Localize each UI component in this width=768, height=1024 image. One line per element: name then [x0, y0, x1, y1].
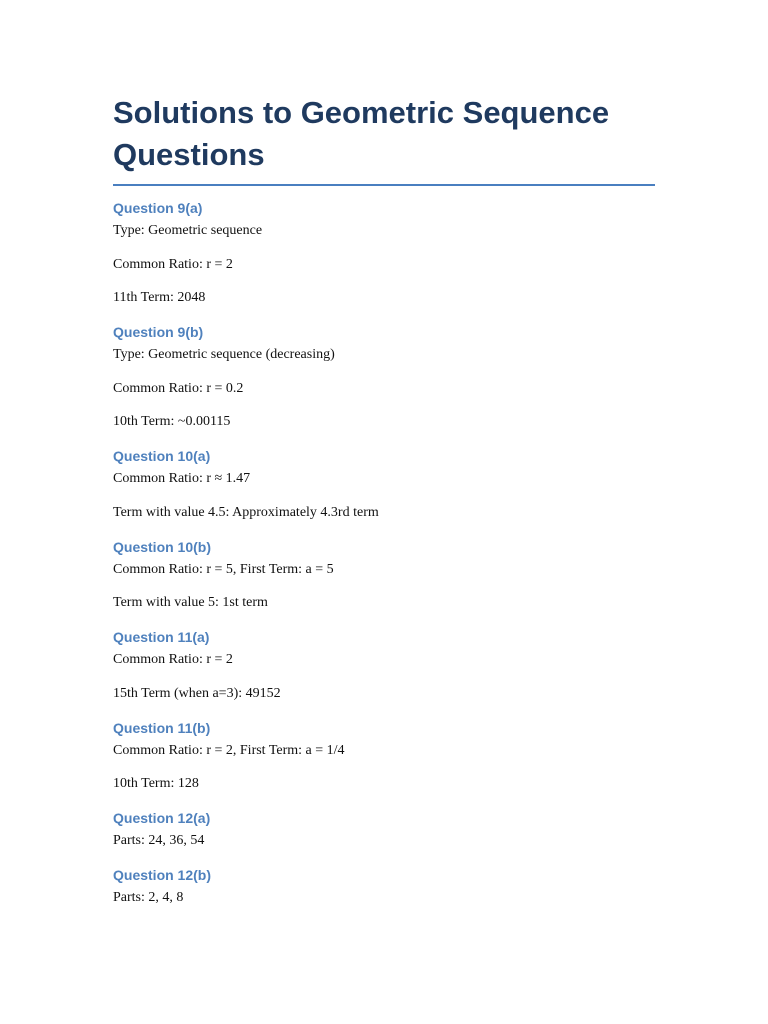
question-section — [113, 447, 655, 522]
question-section — [113, 866, 655, 907]
question-heading: Question 12(b) — [113, 867, 212, 883]
answer-line: Common Ratio: r = 2 — [113, 652, 233, 667]
question-section — [113, 719, 655, 794]
answer-line: Common Ratio: r = 2, First Term: a = 1/4 — [113, 742, 345, 758]
document-page — [113, 92, 655, 907]
answer-line: 15th Term (when a=3): 49152 — [113, 685, 281, 701]
answer-line: 11th Term: 2048 — [113, 290, 206, 305]
question-list — [113, 199, 655, 907]
question-section — [113, 628, 655, 703]
answer-line: Common Ratio: r ≈ 1.47 — [113, 471, 251, 486]
answer-line: 10th Term: 128 — [113, 776, 199, 791]
answer-line: Common Ratio: r = 5, First Term: a = 5 — [113, 561, 334, 577]
page-title: Solutions to Geometric Sequence Questions — [113, 92, 655, 186]
question-heading: Question 9(a) — [113, 200, 203, 216]
question-heading: Question 10(b) — [113, 538, 212, 555]
question-heading: Question 10(a) — [113, 448, 211, 464]
answer-line: Parts: 2, 4, 8 — [113, 890, 184, 905]
question-section — [113, 538, 655, 613]
answer-line: 10th Term: ~0.00115 — [113, 414, 231, 429]
answer-line: Type: Geometric sequence — [113, 223, 263, 238]
answer-line: Parts: 24, 36, 54 — [113, 833, 205, 848]
answer-line: Term with value 5: 1st term — [113, 595, 268, 610]
question-heading: Question 11(b) — [113, 719, 211, 736]
question-section — [113, 323, 655, 431]
question-section — [113, 809, 655, 850]
question-heading: Question 9(b) — [113, 324, 204, 340]
answer-line: Common Ratio: r = 2 — [113, 256, 233, 272]
question-heading: Question 11(a) — [113, 629, 210, 645]
question-heading: Question 12(a) — [113, 810, 211, 826]
answer-line: Type: Geometric sequence (decreasing) — [113, 347, 335, 362]
answer-line: Common Ratio: r = 0.2 — [113, 380, 244, 396]
answer-line: Term with value 4.5: Approximately 4.3rd term — [113, 504, 379, 520]
question-section — [113, 199, 655, 307]
